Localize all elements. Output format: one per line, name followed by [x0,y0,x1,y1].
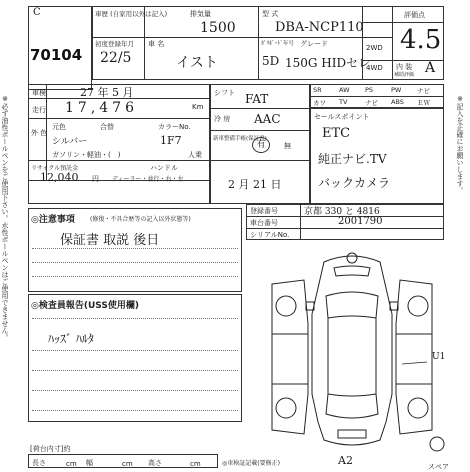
dealer-label: ディーラー・並行・右・左 [112,176,184,183]
width-unit: cm [122,460,133,468]
plate-value: 京都 330 と 4816 [304,207,380,217]
exterior-color-label: 外 色 [31,129,48,137]
top-code: C [33,7,41,18]
model-type-label: 型 式 [262,10,279,18]
option-3: PW [391,86,402,94]
first-reg-value: 22/5 [100,50,132,66]
drive-4wd-label: 4WD [366,64,383,72]
reg-date-value: 2 月 21 日 [228,178,282,191]
serial-label: シリアルNo. [250,231,290,239]
shift-value: FAT [245,92,269,106]
inspector-label: ◎検査員報告(USS使用欄) [31,301,139,311]
option-1: AW [339,86,350,94]
sales-point-1: ETC [322,126,351,141]
displacement-value: 1500 [200,20,236,36]
recycle-label: リサイクル預託金 [31,165,79,172]
height-unit: cm [190,460,201,468]
chassis-label: 車台番号 [250,219,278,227]
grade-value: 150G HIDセレ [285,56,371,70]
corner-mark: A2 [338,454,353,467]
plate-label: 登録番号 [250,207,278,215]
recycle-value: 12,040 [40,171,79,184]
door-label: ｶﾞﾘﾎﾞｰﾄﾞ年号 [261,41,295,47]
sales-point-2: 純正ナビ.TV [318,152,387,166]
option-9: ＥＷ [417,99,430,107]
option-4: ナビ [417,87,430,95]
chassis-value: 2001790 [338,216,383,227]
notes-value: 保証書 取説 後日 [60,233,160,248]
load-label: [荷台内寸]約 [30,445,71,453]
mileage-value: 17,476 [65,100,138,116]
fuel-label: ガソリン・軽油・( ) [52,151,121,159]
capacity-label: 人乗 [188,151,202,159]
notes-label: ◎注意事項 [31,215,75,225]
interior-value: A [425,60,436,76]
side-note-right: ※記入を正確にお願いします。 [456,95,464,194]
car-name-value: イスト [176,55,218,71]
option-7: ナビ [365,99,378,107]
option-5: カワ [313,99,326,107]
sales-points-label: セールスポイント [314,113,370,121]
km-label: Km [192,103,204,111]
color-no-value: 1F7 [160,134,182,147]
inspector-value: ﾊｯｽﾞ ﾊﾙﾀ [48,332,94,346]
sales-point-3: バックカメラ [318,176,391,190]
score-value: 4.5 [400,25,442,55]
lot-number: 70104 [30,46,83,64]
color-value: シルバー [52,137,88,147]
length-label: 長さ [32,459,46,467]
grade-label: グレード [300,40,328,48]
spare-label: スペア [428,463,449,471]
score-label: 評価点 [404,11,425,19]
doors-value: 5D [262,54,280,68]
shift-label: シフト [214,89,235,97]
ac-value: AAC [254,112,281,126]
damage-label: U1 [432,352,446,362]
color-no-label: カラーNo. [158,123,191,131]
record-label: 新車整備手帳(保証書) [213,136,267,142]
drive-2wd-label: 2WD [366,44,383,52]
match-label: 合替 [100,123,114,131]
model-type-value: DBA-NCP110 [275,20,364,35]
vehicle-type-label: 車歴 (自家用以外は記入) [95,10,168,18]
car-name-label: 車 名 [148,40,165,48]
ext-grade-label: 補助評価 [394,72,415,78]
inspection-value: 27 年 5 月 [80,86,134,99]
bottom-note: ◎車検証記載(要修正) [222,460,280,467]
recycle-unit: 円 [92,175,99,183]
record-no: 無 [284,142,291,150]
side-note: ※必ず油性ボールペンをご使用下さい。水性ボールペンはご使用できません。 [1,95,9,341]
option-2: PS [365,86,374,94]
notes-sub-label: (修復・不具合歴等の記入以外状態等) [90,216,191,223]
first-reg-label: 初度登録年月 [95,40,134,48]
interior-label: 内 装 [396,63,413,71]
option-0: SR [313,86,322,94]
option-8: ABS [391,98,404,106]
record-yes: 有 [252,137,270,153]
height-label: 高さ [148,459,162,467]
width-label: 幅 [86,459,93,467]
ac-label: 冷 房 [214,115,231,123]
option-6: TV [339,98,348,106]
handle-label: ハンドル [150,164,178,172]
original-label: 元色 [52,123,66,131]
mileage-label: 走行 [32,106,46,114]
displacement-label: 排気量 [190,10,211,18]
car-diagram [252,244,452,454]
length-unit: cm [66,460,77,468]
inspector-block [28,294,242,422]
inspection-label: 車検 [32,89,46,97]
